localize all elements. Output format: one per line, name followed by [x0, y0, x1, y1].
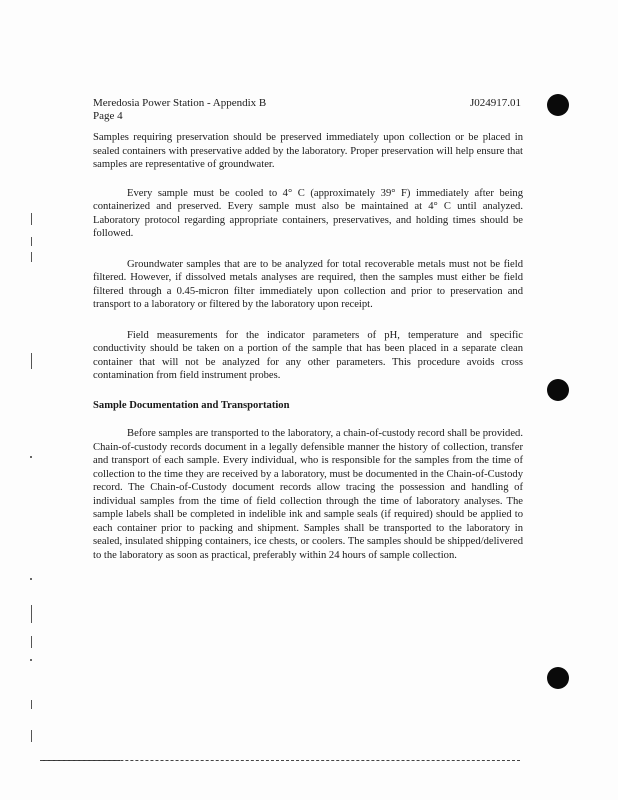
bottom-rule-dashed: [40, 760, 520, 761]
punch-hole-middle: [547, 379, 569, 401]
margin-mark: [31, 636, 32, 648]
margin-dot: [30, 578, 32, 580]
header-page-label: Page 4: [93, 110, 123, 122]
margin-mark: [31, 252, 32, 262]
section-heading: Sample Documentation and Transportation: [93, 399, 290, 411]
margin-mark: [31, 730, 32, 742]
document-body: [93, 131, 523, 562]
margin-mark: [31, 605, 32, 623]
margin-mark: [31, 213, 32, 225]
header-doc-number: J024917.01: [470, 97, 522, 109]
header-title: Meredosia Power Station - Appendix B: [93, 97, 267, 109]
punch-hole-bottom: [547, 667, 569, 689]
margin-mark: [31, 237, 32, 246]
punch-hole-top: [547, 94, 569, 116]
margin-dot: [30, 659, 32, 661]
margin-dot: [30, 456, 32, 458]
paragraph-filtering: Groundwater samples that are to be analyzed for total recoverable metals must not be field filtered. However, if dissolved metals analyses are required, then the samples must either be field filtered through a 0.45-micron filter immediately upon collection and prior to preservation and transport to a laboratory or filtered by the laboratory upon receipt.: [93, 258, 523, 310]
paragraph-field-measurements: Field measurements for the indicator parameters of pH, temperature and specific conductivity should be taken on a portion of the sample that has been placed in a separate clean container that will not be analyzed for any other parameters. This procedure avoids cross contamination from field instrument probes.: [93, 329, 523, 381]
page-header: [93, 97, 266, 123]
margin-mark: [31, 700, 32, 709]
margin-mark: [31, 353, 32, 369]
paragraph-cooling: Every sample must be cooled to 4° C (approximately 39° F) immediately after being containerized and preserved. Every sample must also be maintained at 4° C until analyzed. Laboratory protocol regarding appropriate containers, preservatives, and holding times should be followed.: [93, 187, 523, 239]
paragraph-chain-of-custody: Before samples are transported to the laboratory, a chain-of-custody record shall be provided. Chain-of-custody records document in a legally defensible manner the history of collection, transfer and transport of each sample. Every individual, who is responsible for the samples from the time of collection to the time they are received by a laboratory, must be documented in the Chain-of-Custody record. The Chain-of-Custody document records allow tracing the possession and handling of individual samples from the time of field collection through the time of laboratory analyses. The sample labels shall be completed in indelible ink and sample seals (if required) should be applied to each container prior to packing and shipment. Samples shall be transported to the laboratory in sealed, insulated shipping containers, ice chests, or coolers. The samples should be shipped/delivered to the laboratory as soon as practical, preferably within 24 hours of sample collection.: [93, 428, 523, 561]
paragraph-preservation: Samples requiring preservation should be preserved immediately upon collection or be placed in sealed containers with preservative added by the laboratory. Proper preservation will help ensure that samples are representative of groundwater.: [93, 132, 523, 170]
